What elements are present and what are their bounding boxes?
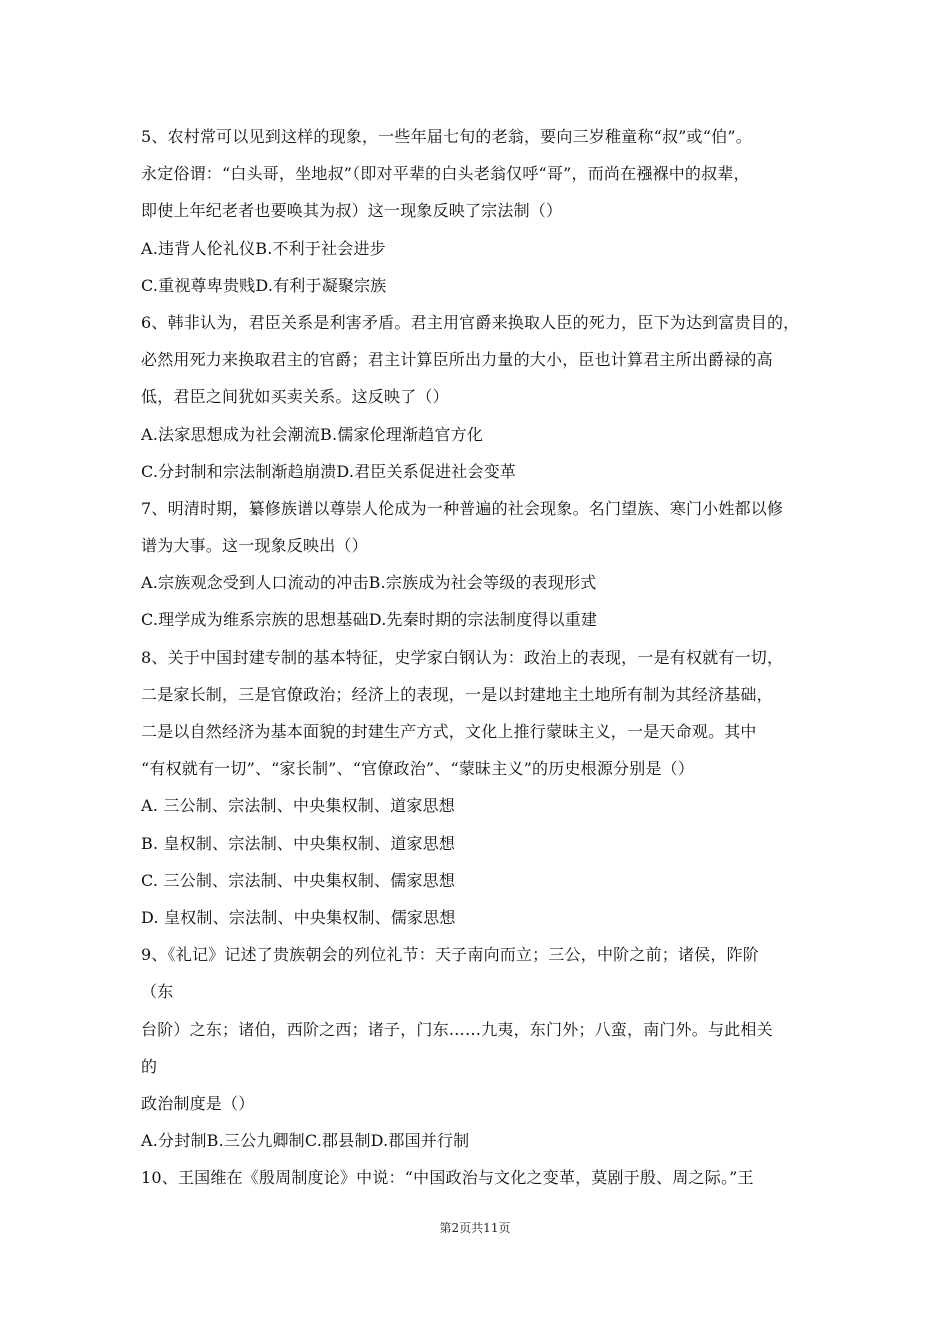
text-line: 二是以自然经济为基本面貌的封建生产方式，文化上推行蒙昧主义，一是天命观。其中 xyxy=(141,722,757,741)
text-line: 台阶）之东；诸伯，西阶之西；诸子，门东……九夷，东门外；八蛮，南门外。与此相关 xyxy=(141,1019,773,1039)
text-line: 6、韩非认为，君臣关系是利害矛盾。君主用官爵来换取人臣的死力，臣下为达到富贵目的， xyxy=(141,312,800,332)
text-line: 永定俗谓：“白头哥，坐地叔”（即对平辈的白头老翁仅呼“哥”，而尚在襁褓中的叔辈， xyxy=(141,164,750,184)
option-line: C.重视尊卑贵贱D.有利于凝聚宗族 xyxy=(141,275,387,295)
text-line: 5、农村常可以见到这样的现象，一些年届七旬的老翁，要向三岁稚童称“叔”或“伯”。 xyxy=(141,127,752,146)
text-line: 的 xyxy=(141,1056,158,1076)
text-line: 低，君臣之间犹如买卖关系。这反映了（） xyxy=(141,387,449,407)
text-line: 谱为大事。这一现象反映出（） xyxy=(141,536,368,556)
option-line: A.分封制B.三公九卿制C.郡县制D.郡国并行制 xyxy=(141,1131,470,1151)
text-line: 政治制度是（） xyxy=(141,1093,255,1113)
text-line: 10、王国维在《殷周制度论》中说：“中国政治与文化之变革，莫剧于殷、周之际。”王 xyxy=(141,1168,754,1188)
text-line: 二是家长制，三是官僚政治；经济上的表现，一是以封建地主土地所有制为其经济基础， xyxy=(141,684,773,704)
option-line: D. 皇权制、宗法制、中央集权制、儒家思想 xyxy=(141,907,456,927)
option-line: B. 皇权制、宗法制、中央集权制、道家思想 xyxy=(141,833,456,853)
page-number-footer: 第2页共11页 xyxy=(439,1221,511,1235)
text-line: 即使上年纪老者也要唤其为叔）这一现象反映了宗法制（） xyxy=(141,201,563,221)
option-line: A.违背人伦礼仪B.不利于社会进步 xyxy=(141,238,386,258)
text-line: “有权就有一切”、“家长制”、“官僚政治”、“蒙昧主义”的历史根源分别是（） xyxy=(141,759,695,779)
text-line: 9、《礼记》记述了贵族朝会的列位礼节：天子南向而立；三公，中阶之前；诸侯，阼阶 xyxy=(141,945,759,965)
option-line: C.理学成为维系宗族的思想基础D.先秦时期的宗法制度得以重建 xyxy=(141,610,598,630)
text-line: 7、明清时期，纂修族谱以尊崇人伦成为一种普遍的社会现象。名门望族、寒门小姓都以修 xyxy=(141,498,784,518)
option-line: A. 三公制、宗法制、中央集权制、道家思想 xyxy=(141,796,455,816)
document-body xyxy=(141,118,831,1196)
option-line: A.宗族观念受到人口流动的冲击B.宗族成为社会等级的表现形式 xyxy=(141,573,597,593)
option-line: A.法家思想成为社会潮流B.儒家伦理渐趋官方化 xyxy=(141,424,484,444)
text-line: 必然用死力来换取君主的官爵；君主计算臣所出力量的大小，臣也计算君主所出爵禄的高 xyxy=(141,350,773,370)
text-line: 8、关于中国封建专制的基本特征，史学家白钢认为：政治上的表现，一是有权就有一切， xyxy=(141,647,784,667)
text-line: （东 xyxy=(141,982,174,1002)
option-line: C. 三公制、宗法制、中央集权制、儒家思想 xyxy=(141,870,456,890)
option-line: C.分封制和宗法制渐趋崩溃D.君臣关系促进社会变革 xyxy=(141,461,517,481)
